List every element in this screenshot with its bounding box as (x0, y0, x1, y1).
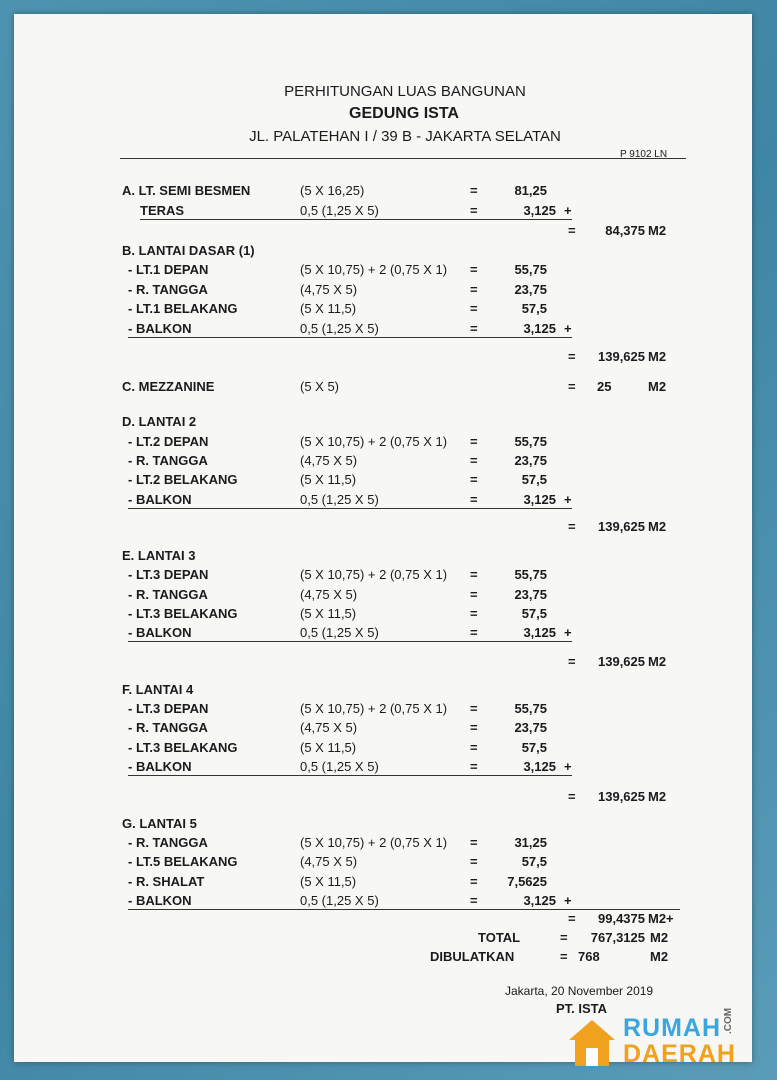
row-label: - LT.5 BELAKANG (128, 854, 238, 869)
row-value: 3,125 (523, 203, 556, 218)
row-formula: 0,5 (1,25 X 5) (300, 203, 379, 218)
subtotal-value: 139,625 (598, 654, 645, 669)
row-formula: (4,75 X 5) (300, 587, 358, 602)
row-equals: = (470, 740, 478, 755)
subtotal-unit: M2 (648, 349, 667, 364)
row-equals: = (470, 759, 478, 774)
row-equals: = (470, 183, 478, 198)
header-rule (120, 158, 686, 159)
subtotal-unit: M2 (648, 223, 667, 238)
subtotal-equals: = (568, 223, 576, 238)
row-label: A. LT. SEMI BESMEN (122, 183, 251, 198)
row-formula: (5 X 11,5) (300, 472, 357, 487)
row-underline (128, 775, 572, 776)
row-value: 7,5625 (507, 874, 547, 889)
row-equals: = (470, 625, 478, 640)
rounded-value: 768 (578, 949, 600, 964)
row-plus: + (564, 321, 572, 336)
row-formula: 0,5 (1,25 X 5) (300, 625, 379, 640)
grand-sum-rule (560, 909, 680, 910)
row-underline (128, 641, 572, 642)
row-formula: (5 X 11,5) (300, 606, 357, 621)
row-formula: (5 X 10,75) + 2 (0,75 X 1) (300, 835, 448, 850)
subtotal-unit: M2 (648, 519, 667, 534)
row-equals: = (470, 720, 478, 735)
row-formula: (4,75 X 5) (300, 453, 358, 468)
watermark-word-1: RUMAH (623, 1014, 722, 1042)
subtotal-unit: M2+ (648, 911, 674, 926)
subtotal-equals: = (568, 911, 576, 926)
subtotal-value: 139,625 (598, 519, 645, 534)
row-label: E. LANTAI 3 (122, 548, 196, 563)
row-value: 31,25 (514, 835, 547, 850)
row-label: C. MEZZANINE (122, 379, 215, 394)
row-formula: (5 X 10,75) + 2 (0,75 X 1) (300, 701, 448, 716)
row-formula: (5 X 11,5) (300, 301, 357, 316)
row-label: - R. TANGGA (128, 453, 208, 468)
row-value: 23,75 (514, 453, 547, 468)
total-value: 767,3125 (590, 930, 645, 945)
row-value: 81,25 (514, 183, 547, 198)
row-formula: (4,75 X 5) (300, 854, 358, 869)
row-value: 55,75 (514, 434, 547, 449)
row-plus: + (564, 759, 572, 774)
row-underline (128, 337, 572, 338)
doc-date: Jakarta, 20 November 2019 (505, 984, 654, 998)
total-unit: M2 (650, 930, 669, 945)
row-value: 55,75 (514, 262, 547, 277)
row-formula: (5 X 5) (300, 379, 340, 394)
row-label: - R. TANGGA (128, 835, 208, 850)
row-formula: (5 X 11,5) (300, 740, 357, 755)
total-label: TOTAL (478, 930, 521, 945)
row-label: B. LANTAI DASAR (1) (122, 243, 255, 258)
row-label: D. LANTAI 2 (122, 414, 197, 429)
row-label: - BALKON (128, 759, 192, 774)
row-value: 57,5 (521, 854, 547, 869)
row-equals: = (470, 701, 478, 716)
row-label: - R. TANGGA (128, 587, 208, 602)
row-plus: + (564, 203, 572, 218)
row-label: - BALKON (128, 893, 192, 908)
watermark-word-2: DAERAH (623, 1040, 736, 1068)
row-equals: = (470, 321, 478, 336)
row-equals: = (470, 854, 478, 869)
row-value: 57,5 (521, 740, 547, 755)
row-equals: = (470, 835, 478, 850)
subtotal-value: 99,4375 (598, 911, 645, 926)
row-label: - R. TANGGA (128, 282, 208, 297)
row-underline (128, 909, 572, 910)
row-value: 23,75 (514, 282, 547, 297)
row-plus: + (564, 893, 572, 908)
row-label: - LT.3 DEPAN (128, 567, 209, 582)
row-formula: (5 X 10,75) + 2 (0,75 X 1) (300, 262, 448, 277)
row-equals: = (470, 453, 478, 468)
row-label: - BALKON (128, 492, 192, 507)
row-label: TERAS (140, 203, 185, 218)
row-value: 3,125 (523, 492, 556, 507)
row-label: - LT.1 BELAKANG (128, 301, 238, 316)
row-equals: = (470, 893, 478, 908)
rounded-eq: = (560, 949, 568, 964)
row-value: 3,125 (523, 893, 556, 908)
watermark-logo (565, 1007, 765, 1072)
rounded-unit: M2 (650, 949, 669, 964)
row-equals: = (470, 262, 478, 277)
subtotal-equals: = (568, 654, 576, 669)
row-label: - LT.3 BELAKANG (128, 606, 238, 621)
row-equals: = (470, 434, 478, 449)
row-value: 55,75 (514, 701, 547, 716)
row-plus: + (564, 492, 572, 507)
row-formula: 0,5 (1,25 X 5) (300, 492, 379, 507)
document-page (14, 14, 752, 1062)
row-value: 3,125 (523, 321, 556, 336)
row-equals: = (470, 492, 478, 507)
subtotal-value: 139,625 (598, 789, 645, 804)
watermark-suffix: .COM (723, 1007, 734, 1034)
row-value: 23,75 (514, 720, 547, 735)
doc-title-line1: PERHITUNGAN LUAS BANGUNAN (284, 83, 526, 100)
row-formula: 0,5 (1,25 X 5) (300, 893, 379, 908)
row-plus: + (564, 625, 572, 640)
row-formula: 0,5 (1,25 X 5) (300, 321, 379, 336)
row-label: - LT.1 DEPAN (128, 262, 209, 277)
row-equals: = (470, 282, 478, 297)
row-underline (140, 219, 572, 220)
row-formula: (5 X 10,75) + 2 (0,75 X 1) (300, 434, 448, 449)
row-equals: = (470, 203, 478, 218)
row-label: - LT.3 DEPAN (128, 701, 209, 716)
row-equals: = (470, 874, 478, 889)
row-formula: (5 X 11,5) (300, 874, 357, 889)
subtotal-equals: = (568, 519, 576, 534)
row-value: 57,5 (521, 301, 547, 316)
row-label: F. LANTAI 4 (122, 682, 194, 697)
row-underline (128, 508, 572, 509)
row-equals: = (470, 587, 478, 602)
subtotal-equals: = (568, 379, 576, 394)
row-label: - LT.3 BELAKANG (128, 740, 238, 755)
subtotal-equals: = (568, 349, 576, 364)
subtotal-unit: M2 (648, 654, 667, 669)
row-equals: = (470, 606, 478, 621)
subtotal-unit: M2 (648, 379, 667, 394)
row-formula: (4,75 X 5) (300, 720, 358, 735)
doc-title-building: GEDUNG ISTA (349, 105, 459, 122)
row-label: G. LANTAI 5 (122, 816, 197, 831)
doc-title-address: JL. PALATEHAN I / 39 B - JAKARTA SELATAN (249, 128, 561, 145)
subtotal-equals: = (568, 789, 576, 804)
row-value: 3,125 (523, 625, 556, 640)
rounded-label: DIBULATKAN (430, 949, 515, 964)
row-value: 55,75 (514, 567, 547, 582)
subtotal-value: 84,375 (605, 223, 645, 238)
row-equals: = (470, 301, 478, 316)
subtotal-value: 25 (597, 379, 612, 394)
row-formula: (5 X 16,25) (300, 183, 365, 198)
row-value: 57,5 (521, 472, 547, 487)
row-label: - BALKON (128, 321, 192, 336)
row-value: 57,5 (521, 606, 547, 621)
row-label: - LT.2 DEPAN (128, 434, 209, 449)
row-formula: (5 X 10,75) + 2 (0,75 X 1) (300, 567, 448, 582)
row-label: - BALKON (128, 625, 192, 640)
doc-ref-number: P 9102 LN (620, 149, 668, 160)
subtotal-value: 139,625 (598, 349, 645, 364)
total-eq: = (560, 930, 568, 945)
row-value: 23,75 (514, 587, 547, 602)
row-formula: 0,5 (1,25 X 5) (300, 759, 379, 774)
row-label: - R. TANGGA (128, 720, 208, 735)
subtotal-unit: M2 (648, 789, 667, 804)
row-label: - LT.2 BELAKANG (128, 472, 238, 487)
row-equals: = (470, 472, 478, 487)
row-equals: = (470, 567, 478, 582)
row-value: 3,125 (523, 759, 556, 774)
row-label: - R. SHALAT (128, 874, 205, 889)
row-formula: (4,75 X 5) (300, 282, 358, 297)
doc-company: PT. ISTA (556, 1001, 608, 1016)
